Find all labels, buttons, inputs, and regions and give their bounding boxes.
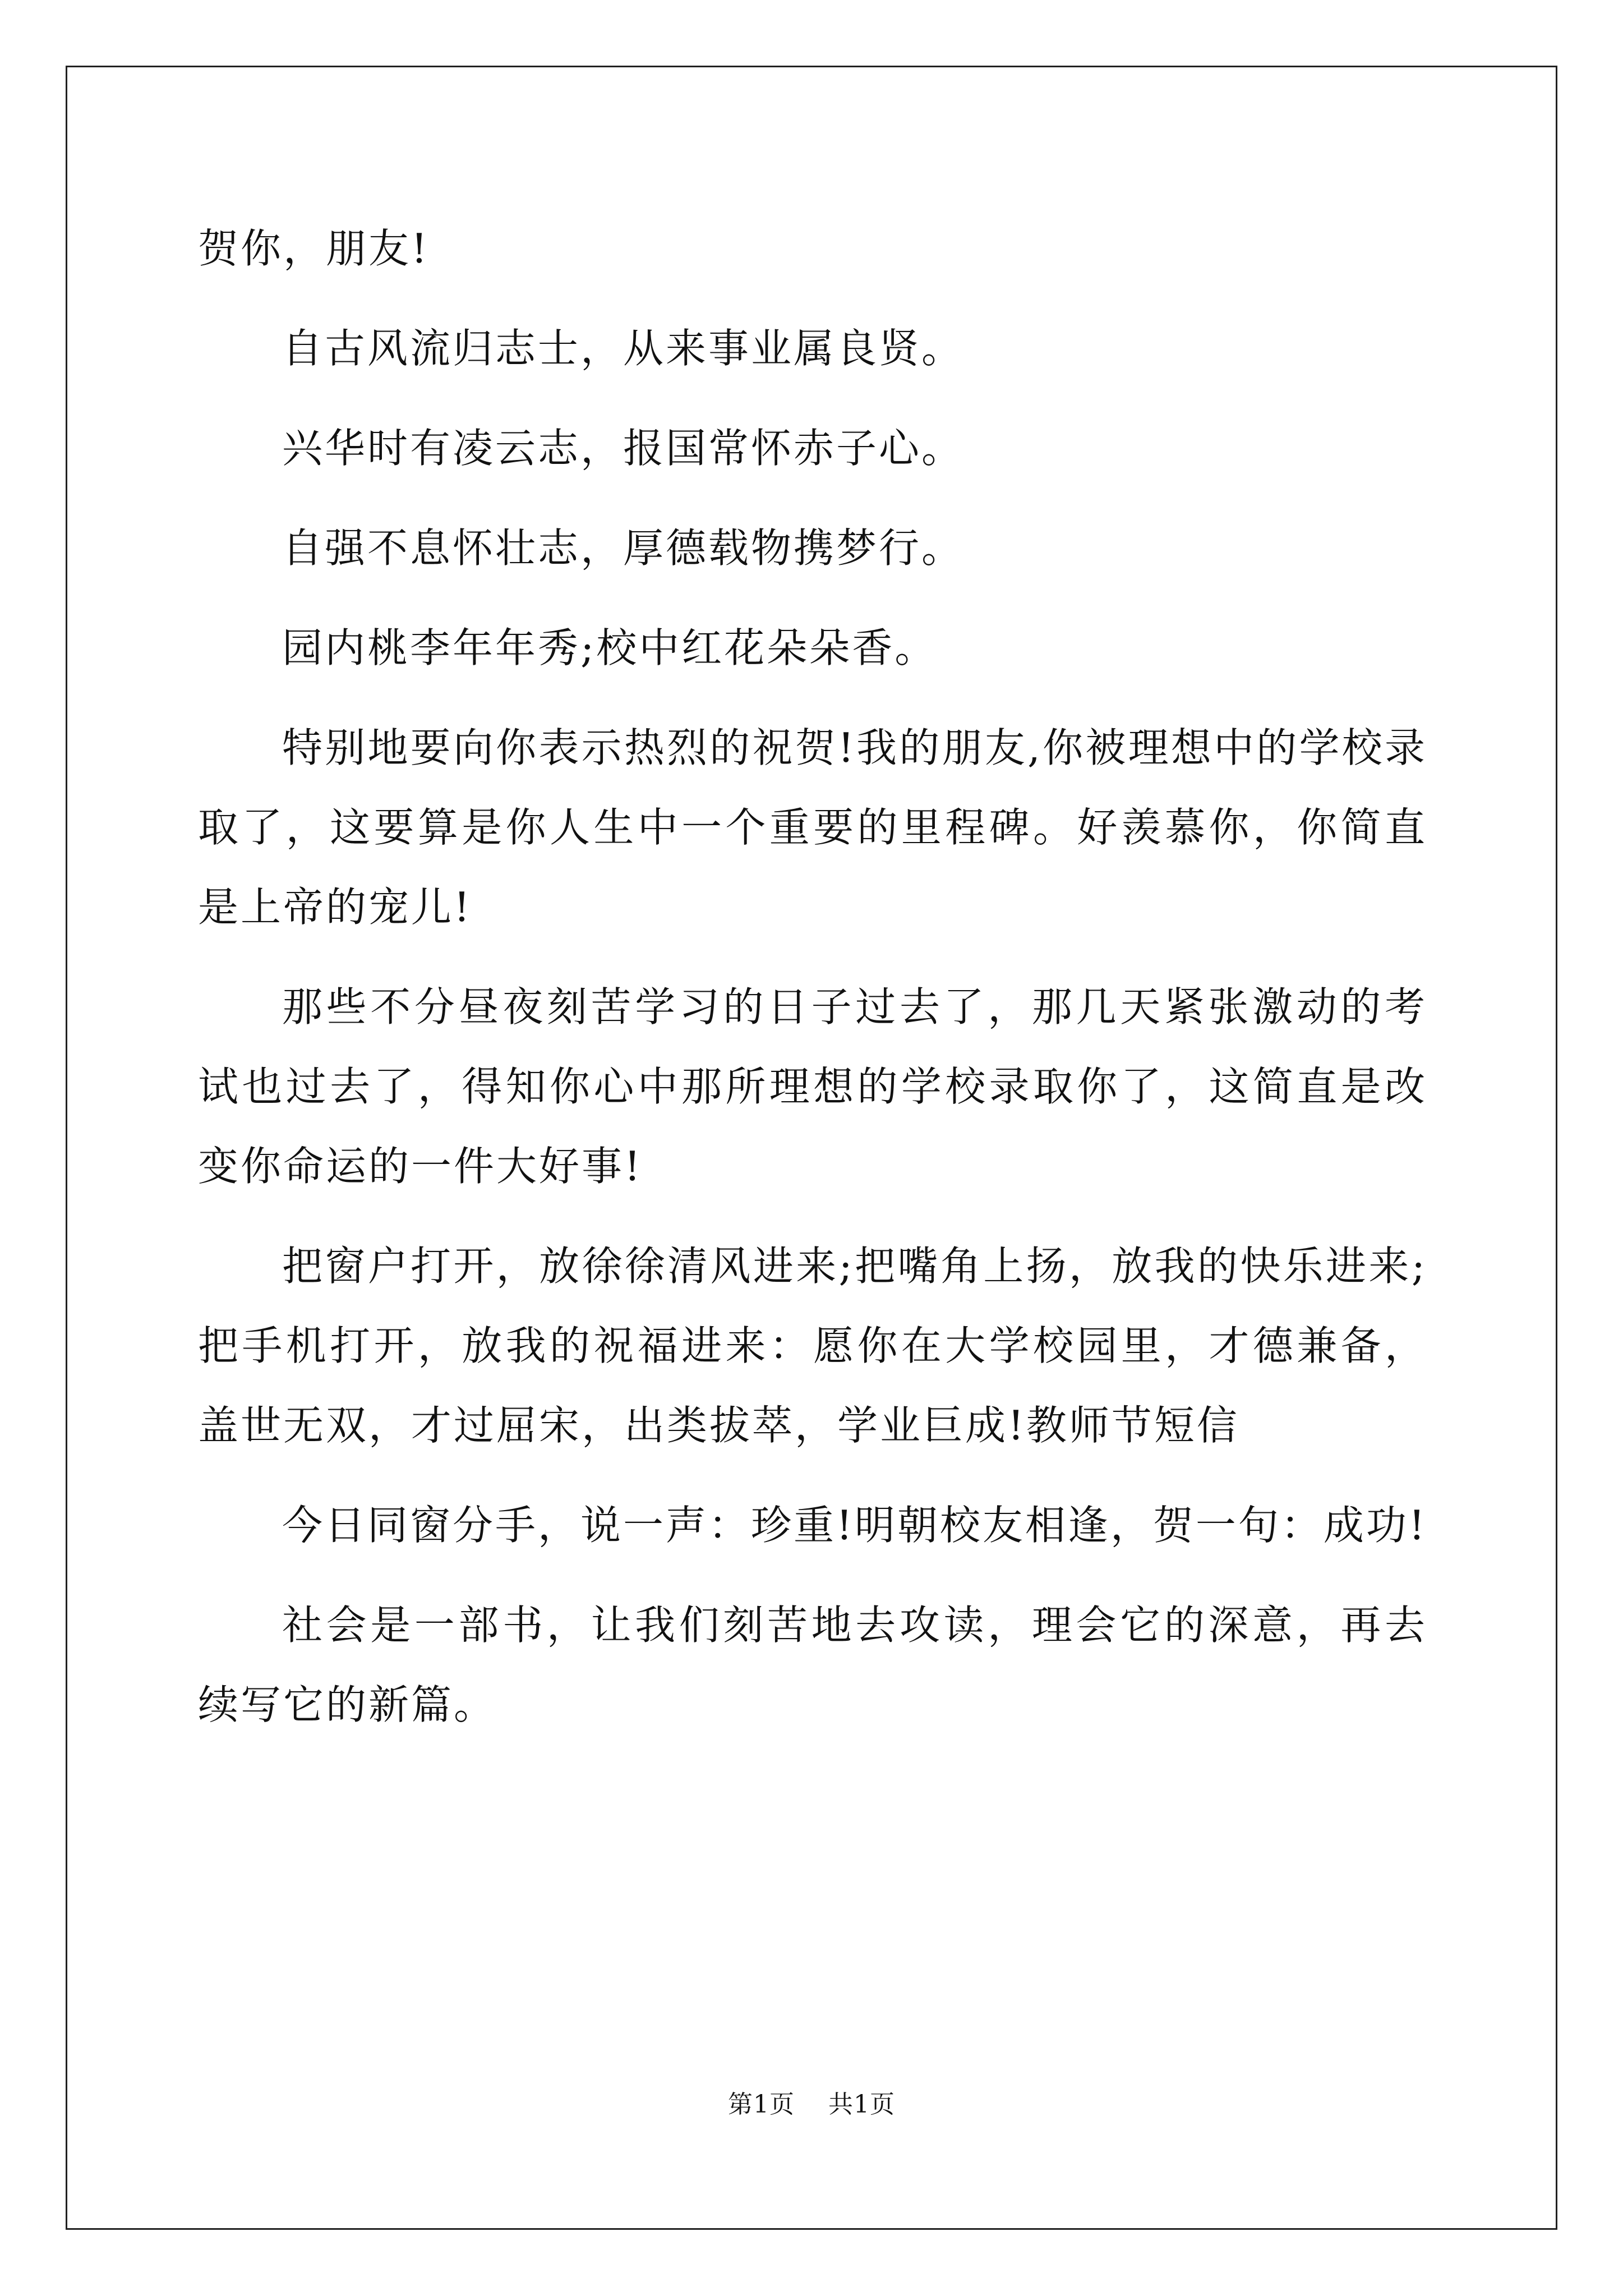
paragraph-4: 自强不息怀壮志，厚德载物携梦行。 bbox=[282, 524, 965, 572]
paragraph-8: 把窗户打开，放徐徐清风进来;把嘴角上扬，放我的快乐进来;把手机打开，放我的祝福进来：愿你在大学校园里，才德兼备，盖世无双，才过屈宋，出类拔萃，学业巨成!教师节短信 bbox=[198, 1243, 1427, 1449]
paragraph-5: 园内桃李年年秀;校中红花朵朵香。 bbox=[282, 624, 938, 671]
paragraph-10: 社会是一部书，让我们刻苦地去攻读，理会它的深意，再去续写它的新篇。 bbox=[198, 1602, 1427, 1728]
page-number-total: 共1页 bbox=[828, 2090, 895, 2119]
paragraph-7: 那些不分昼夜刻苦学习的日子过去了，那几天紧张激动的考试也过去了，得知你心中那所理想的学校录取你了，这简直是改变你命运的一件大好事! bbox=[198, 983, 1427, 1190]
document-body bbox=[198, 209, 1427, 1745]
paragraph-6: 特别地要向你表示热烈的祝贺!我的朋友,你被理想中的学校录取了，这要算是你人生中一个重要的里程碑。好羡慕你，你简直是上帝的宠儿! bbox=[198, 724, 1427, 931]
page-footer bbox=[0, 2088, 1623, 2122]
page-number-current: 第1页 bbox=[728, 2090, 795, 2119]
paragraph-9: 今日同窗分手，说一声：珍重!明朝校友相逢，贺一句：成功! bbox=[282, 1502, 1427, 1549]
paragraph-3: 兴华时有凌云志，报国常怀赤子心。 bbox=[282, 425, 965, 472]
paragraph-2: 自古风流归志士，从来事业属良贤。 bbox=[282, 325, 965, 372]
paragraph-1: 贺你，朋友! bbox=[198, 225, 430, 272]
